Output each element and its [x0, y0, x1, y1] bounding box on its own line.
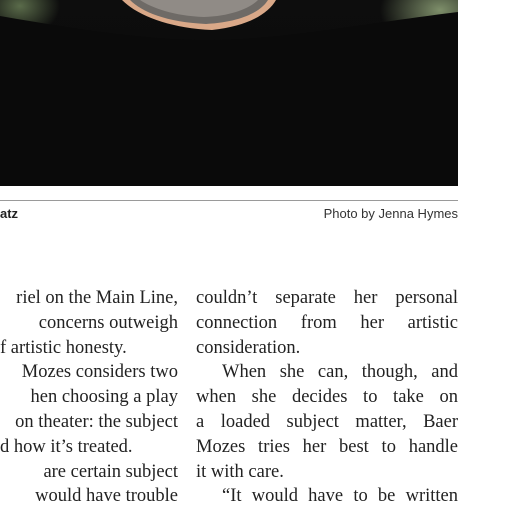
photo-credit: Photo by Jenna Hymes [323, 206, 458, 221]
portrait-photo [0, 0, 458, 186]
article-column-right [196, 286, 458, 509]
right-line: a loaded subject matter, Baer [196, 411, 458, 432]
right-line: when she decides to take on [196, 387, 458, 408]
right-line: “It would have to be written [222, 486, 458, 507]
right-line: it with care. [196, 461, 284, 482]
left-line: concerns outweigh [38, 312, 178, 333]
left-line: on theater: the subject [15, 411, 178, 432]
left-line: riel on the Main Line, [16, 288, 178, 308]
shirt-shape [0, 12, 458, 186]
right-line: When she can, though, and [222, 362, 458, 383]
left-line: are certain subject [43, 461, 178, 482]
right-line: consideration. [196, 337, 301, 358]
caption-divider [0, 200, 458, 201]
left-line: would have trouble [35, 486, 178, 507]
right-line: connection from her artistic [196, 312, 458, 333]
left-line: d how it’s treated. [0, 436, 133, 457]
left-line: Mozes considers two [21, 362, 178, 383]
right-line: Mozes tries her best to handle [196, 436, 458, 457]
portrait-figure [0, 0, 458, 186]
left-line: f artistic honesty. [0, 337, 127, 358]
photo-caption-name: atz [0, 206, 19, 221]
article-column-left [0, 286, 178, 509]
left-line: hen choosing a play [30, 387, 178, 408]
right-line: couldn’t separate her personal [196, 288, 458, 308]
